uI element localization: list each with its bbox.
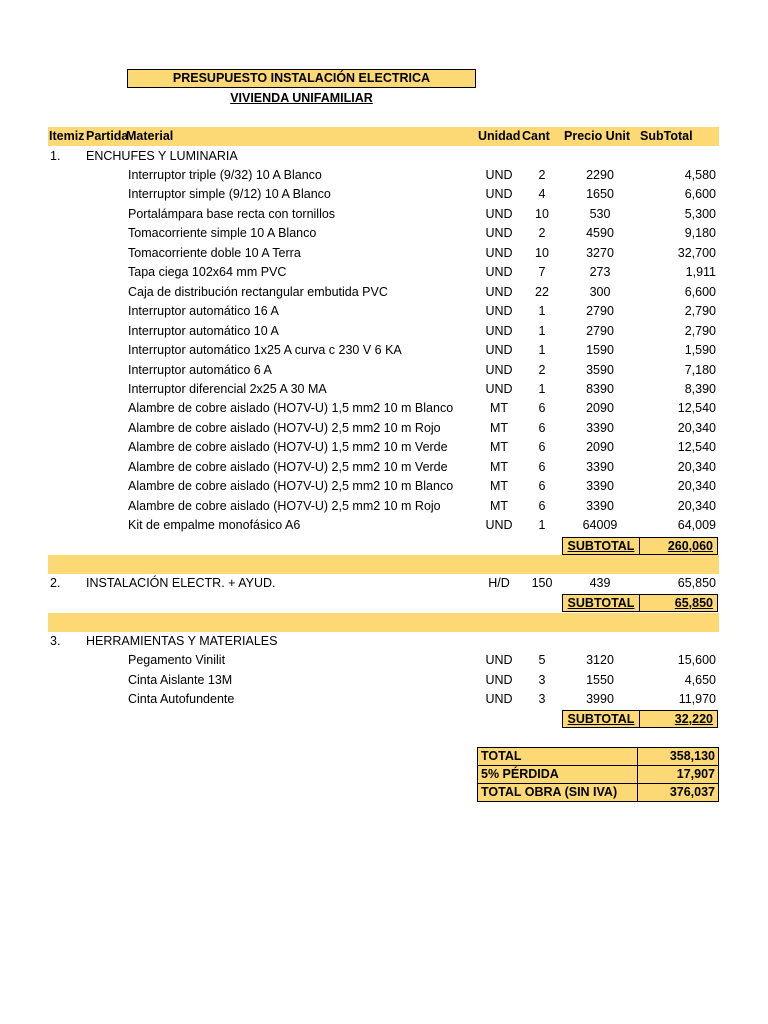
cell-unidad: UND: [485, 284, 513, 299]
cell-cant: 10: [535, 245, 549, 260]
cell-material: Interruptor automático 1x25 A curva c 230 V 6 KA: [128, 343, 402, 358]
section-number: 2.: [50, 576, 61, 590]
loss-value: 17,907: [638, 766, 719, 784]
cell-subtotal: 11,970: [678, 692, 716, 706]
cell-cant: 1: [538, 323, 546, 338]
cell-subtotal: 20,340: [677, 479, 716, 494]
cell-cant: 7: [538, 265, 546, 280]
cell-material: Cinta Aislante 13M: [128, 672, 233, 687]
cell-subtotal: 6,600: [684, 187, 716, 202]
section-title: INSTALACIÓN ELECTR. + AYUD.: [86, 576, 276, 590]
cell-unidad: MT: [489, 479, 509, 494]
cell-material: Portalámpara base recta con tornillos: [128, 206, 336, 221]
cell-cant: 6: [538, 498, 546, 513]
totals-row: [478, 748, 719, 766]
total-obra-label: TOTAL OBRA (SIN IVA): [478, 784, 638, 802]
cell-cant: 3: [538, 692, 546, 706]
cell-cant: 3: [538, 672, 546, 687]
document-subtitle: VIVIENDA UNIFAMILIAR: [230, 91, 373, 105]
cell-subtotal: 20,340: [677, 459, 716, 474]
column-header-precio: Precio Unit: [564, 129, 630, 143]
cell-unidad: MT: [489, 401, 509, 416]
cell-unidad: UND: [485, 653, 513, 667]
cell-precio: 2090: [586, 440, 614, 455]
section-1-subtotal: [562, 537, 718, 555]
cell-precio: 3390: [586, 479, 614, 494]
cell-subtotal: 6,600: [684, 284, 716, 299]
cell-cant: 10: [535, 206, 549, 221]
cell-material: Alambre de cobre aislado (HO7V-U) 2,5 mm2 10 m Blanco: [128, 479, 454, 494]
cell-unidad: MT: [489, 498, 509, 513]
cell-subtotal: 2,790: [684, 304, 716, 319]
cell-material: Alambre de cobre aislado (HO7V-U) 2,5 mm2 10 m Verde: [128, 459, 448, 474]
cell-precio: 3390: [586, 498, 614, 513]
cell-unidad: UND: [485, 381, 513, 396]
cell-cant: 5: [538, 653, 546, 667]
cell-cant: 1: [538, 518, 546, 533]
subtotal-label: SUBTOTAL: [563, 538, 640, 554]
cell-subtotal: 8,390: [684, 381, 716, 396]
cell-precio: 1650: [586, 187, 614, 202]
total-obra-value: 376,037: [638, 784, 719, 802]
cell-cant: 2: [538, 168, 546, 182]
cell-subtotal: 1,911: [685, 265, 716, 280]
total-label: TOTAL: [478, 748, 638, 766]
cell-unidad: UND: [485, 362, 513, 377]
section-number: 1.: [50, 149, 61, 163]
totals-row: [478, 766, 719, 784]
cell-subtotal: 9,180: [684, 226, 716, 241]
column-header-cant: Cant: [522, 129, 550, 143]
cell-material: Interruptor automático 10 A: [128, 323, 279, 338]
cell-material: Alambre de cobre aislado (HO7V-U) 2,5 mm2 10 m Rojo: [128, 420, 441, 435]
cell-subtotal: 5,300: [684, 206, 716, 221]
cell-precio: 2290: [586, 168, 614, 182]
cell-precio: 4590: [586, 226, 614, 241]
cell-cant: 6: [538, 401, 546, 416]
cell-material: Alambre de cobre aislado (HO7V-U) 2,5 mm2 10 m Rojo: [128, 498, 441, 513]
cell-cant: 4: [538, 187, 546, 202]
cell-precio: 3590: [586, 362, 614, 377]
cell-subtotal: 4,650: [684, 672, 716, 687]
section-title: ENCHUFES Y LUMINARIA: [86, 149, 238, 163]
cell-subtotal: 12,540: [677, 440, 716, 455]
cell-material: Pegamento Vinilit: [128, 653, 226, 667]
section-title: HERRAMIENTAS Y MATERIALES: [86, 634, 278, 648]
subtotal-value: 260,060: [667, 539, 713, 553]
cell-unidad: UND: [485, 206, 513, 221]
column-header-partida: Partida: [86, 129, 129, 143]
column-header-material: Material: [126, 129, 174, 143]
cell-unidad: UND: [485, 692, 513, 706]
section-3-subtotal: [562, 710, 718, 728]
cell-material: Tapa ciega 102x64 mm PVC: [128, 265, 287, 280]
column-header-subtotal: SubTotal: [640, 129, 693, 143]
cell-material: Alambre de cobre aislado (HO7V-U) 1,5 mm2 10 m Blanco: [128, 401, 454, 416]
document-title: PRESUPUESTO INSTALACIÓN ELECTRICA: [127, 69, 476, 88]
cell-unidad: UND: [485, 265, 513, 280]
cell-subtotal: 7,180: [684, 362, 716, 377]
cell-material: Tomacorriente simple 10 A Blanco: [128, 226, 317, 241]
cell-subtotal: 65,850: [677, 576, 716, 590]
cell-cant: 6: [538, 459, 546, 474]
cell-material: Alambre de cobre aislado (HO7V-U) 1,5 mm2 10 m Verde: [128, 440, 448, 455]
cell-material: Cinta Autofundente: [128, 692, 235, 706]
cell-subtotal: 20,340: [677, 420, 716, 435]
separator-band: [48, 555, 719, 574]
cell-unidad: UND: [485, 672, 513, 687]
cell-subtotal: 15,600: [677, 653, 716, 667]
cell-precio: 273: [589, 265, 611, 280]
subtotal-value: 32,220: [674, 712, 713, 726]
cell-cant: 1: [538, 343, 546, 358]
section-2-subtotal: [562, 594, 718, 612]
cell-unidad: UND: [485, 226, 513, 241]
cell-unidad: UND: [485, 168, 513, 182]
cell-precio: 3990: [586, 692, 614, 706]
total-value: 358,130: [638, 748, 719, 766]
cell-unidad: UND: [485, 245, 513, 260]
cell-cant: 6: [538, 420, 546, 435]
cell-unidad: MT: [489, 459, 509, 474]
cell-precio: 3120: [586, 653, 614, 667]
cell-material: Interruptor simple (9/12) 10 A Blanco: [128, 187, 331, 202]
cell-cant: 22: [535, 284, 549, 299]
cell-precio: 64009: [582, 518, 618, 533]
subtotal-label: SUBTOTAL: [563, 711, 640, 727]
cell-unidad: UND: [485, 518, 513, 533]
cell-subtotal: 32,700: [677, 245, 716, 260]
cell-material: Tomacorriente doble 10 A Terra: [128, 245, 301, 260]
cell-precio: 2790: [586, 304, 614, 319]
cell-cant: 6: [538, 440, 546, 455]
subtotal-value: 65,850: [674, 596, 713, 610]
cell-subtotal: 1,590: [684, 343, 716, 358]
cell-cant: 150: [531, 576, 553, 590]
cell-material: Interruptor automático 16 A: [128, 304, 279, 319]
totals-row: [478, 784, 719, 802]
cell-unidad: UND: [485, 304, 513, 319]
cell-precio: 3390: [586, 420, 614, 435]
cell-subtotal: 12,540: [677, 401, 716, 416]
cell-subtotal: 4,580: [684, 168, 716, 182]
column-header-item: Itemiz: [49, 129, 85, 143]
cell-cant: 1: [538, 304, 546, 319]
cell-precio: 2790: [586, 323, 614, 338]
cell-material: Interruptor triple (9/32) 10 A Blanco: [128, 168, 322, 182]
cell-precio: 3390: [586, 459, 614, 474]
cell-unidad: MT: [489, 440, 509, 455]
cell-unidad: UND: [485, 343, 513, 358]
column-header-unidad: Unidad: [478, 129, 521, 143]
cell-unidad: UND: [485, 323, 513, 338]
loss-label: 5% PÉRDIDA: [478, 766, 638, 784]
section-number: 3.: [50, 634, 61, 648]
cell-precio: 439: [589, 576, 611, 590]
cell-cant: 2: [538, 362, 546, 377]
cell-precio: 530: [589, 206, 611, 221]
cell-precio: 1550: [586, 672, 614, 687]
cell-material: Interruptor automático 6 A: [128, 362, 272, 377]
cell-unidad: H/D: [488, 576, 510, 590]
subtotal-label: SUBTOTAL: [563, 595, 640, 611]
cell-material: Interruptor diferencial 2x25 A 30 MA: [128, 381, 327, 396]
cell-unidad: UND: [485, 187, 513, 202]
cell-precio: 1590: [586, 343, 614, 358]
cell-precio: 3270: [586, 245, 614, 260]
separator-band: [48, 613, 719, 632]
cell-subtotal: 20,340: [677, 498, 716, 513]
totals-table: [477, 747, 719, 802]
cell-cant: 2: [538, 226, 546, 241]
cell-cant: 6: [538, 479, 546, 494]
cell-cant: 1: [538, 381, 546, 396]
cell-subtotal: 64,009: [677, 518, 716, 533]
cell-precio: 300: [589, 284, 611, 299]
cell-precio: 8390: [586, 381, 614, 396]
cell-precio: 2090: [586, 401, 614, 416]
cell-material: Caja de distribución rectangular embutida PVC: [128, 284, 388, 299]
cell-subtotal: 2,790: [684, 323, 716, 338]
cell-material: Kit de empalme monofásico A6: [128, 518, 301, 533]
cell-unidad: MT: [489, 420, 509, 435]
